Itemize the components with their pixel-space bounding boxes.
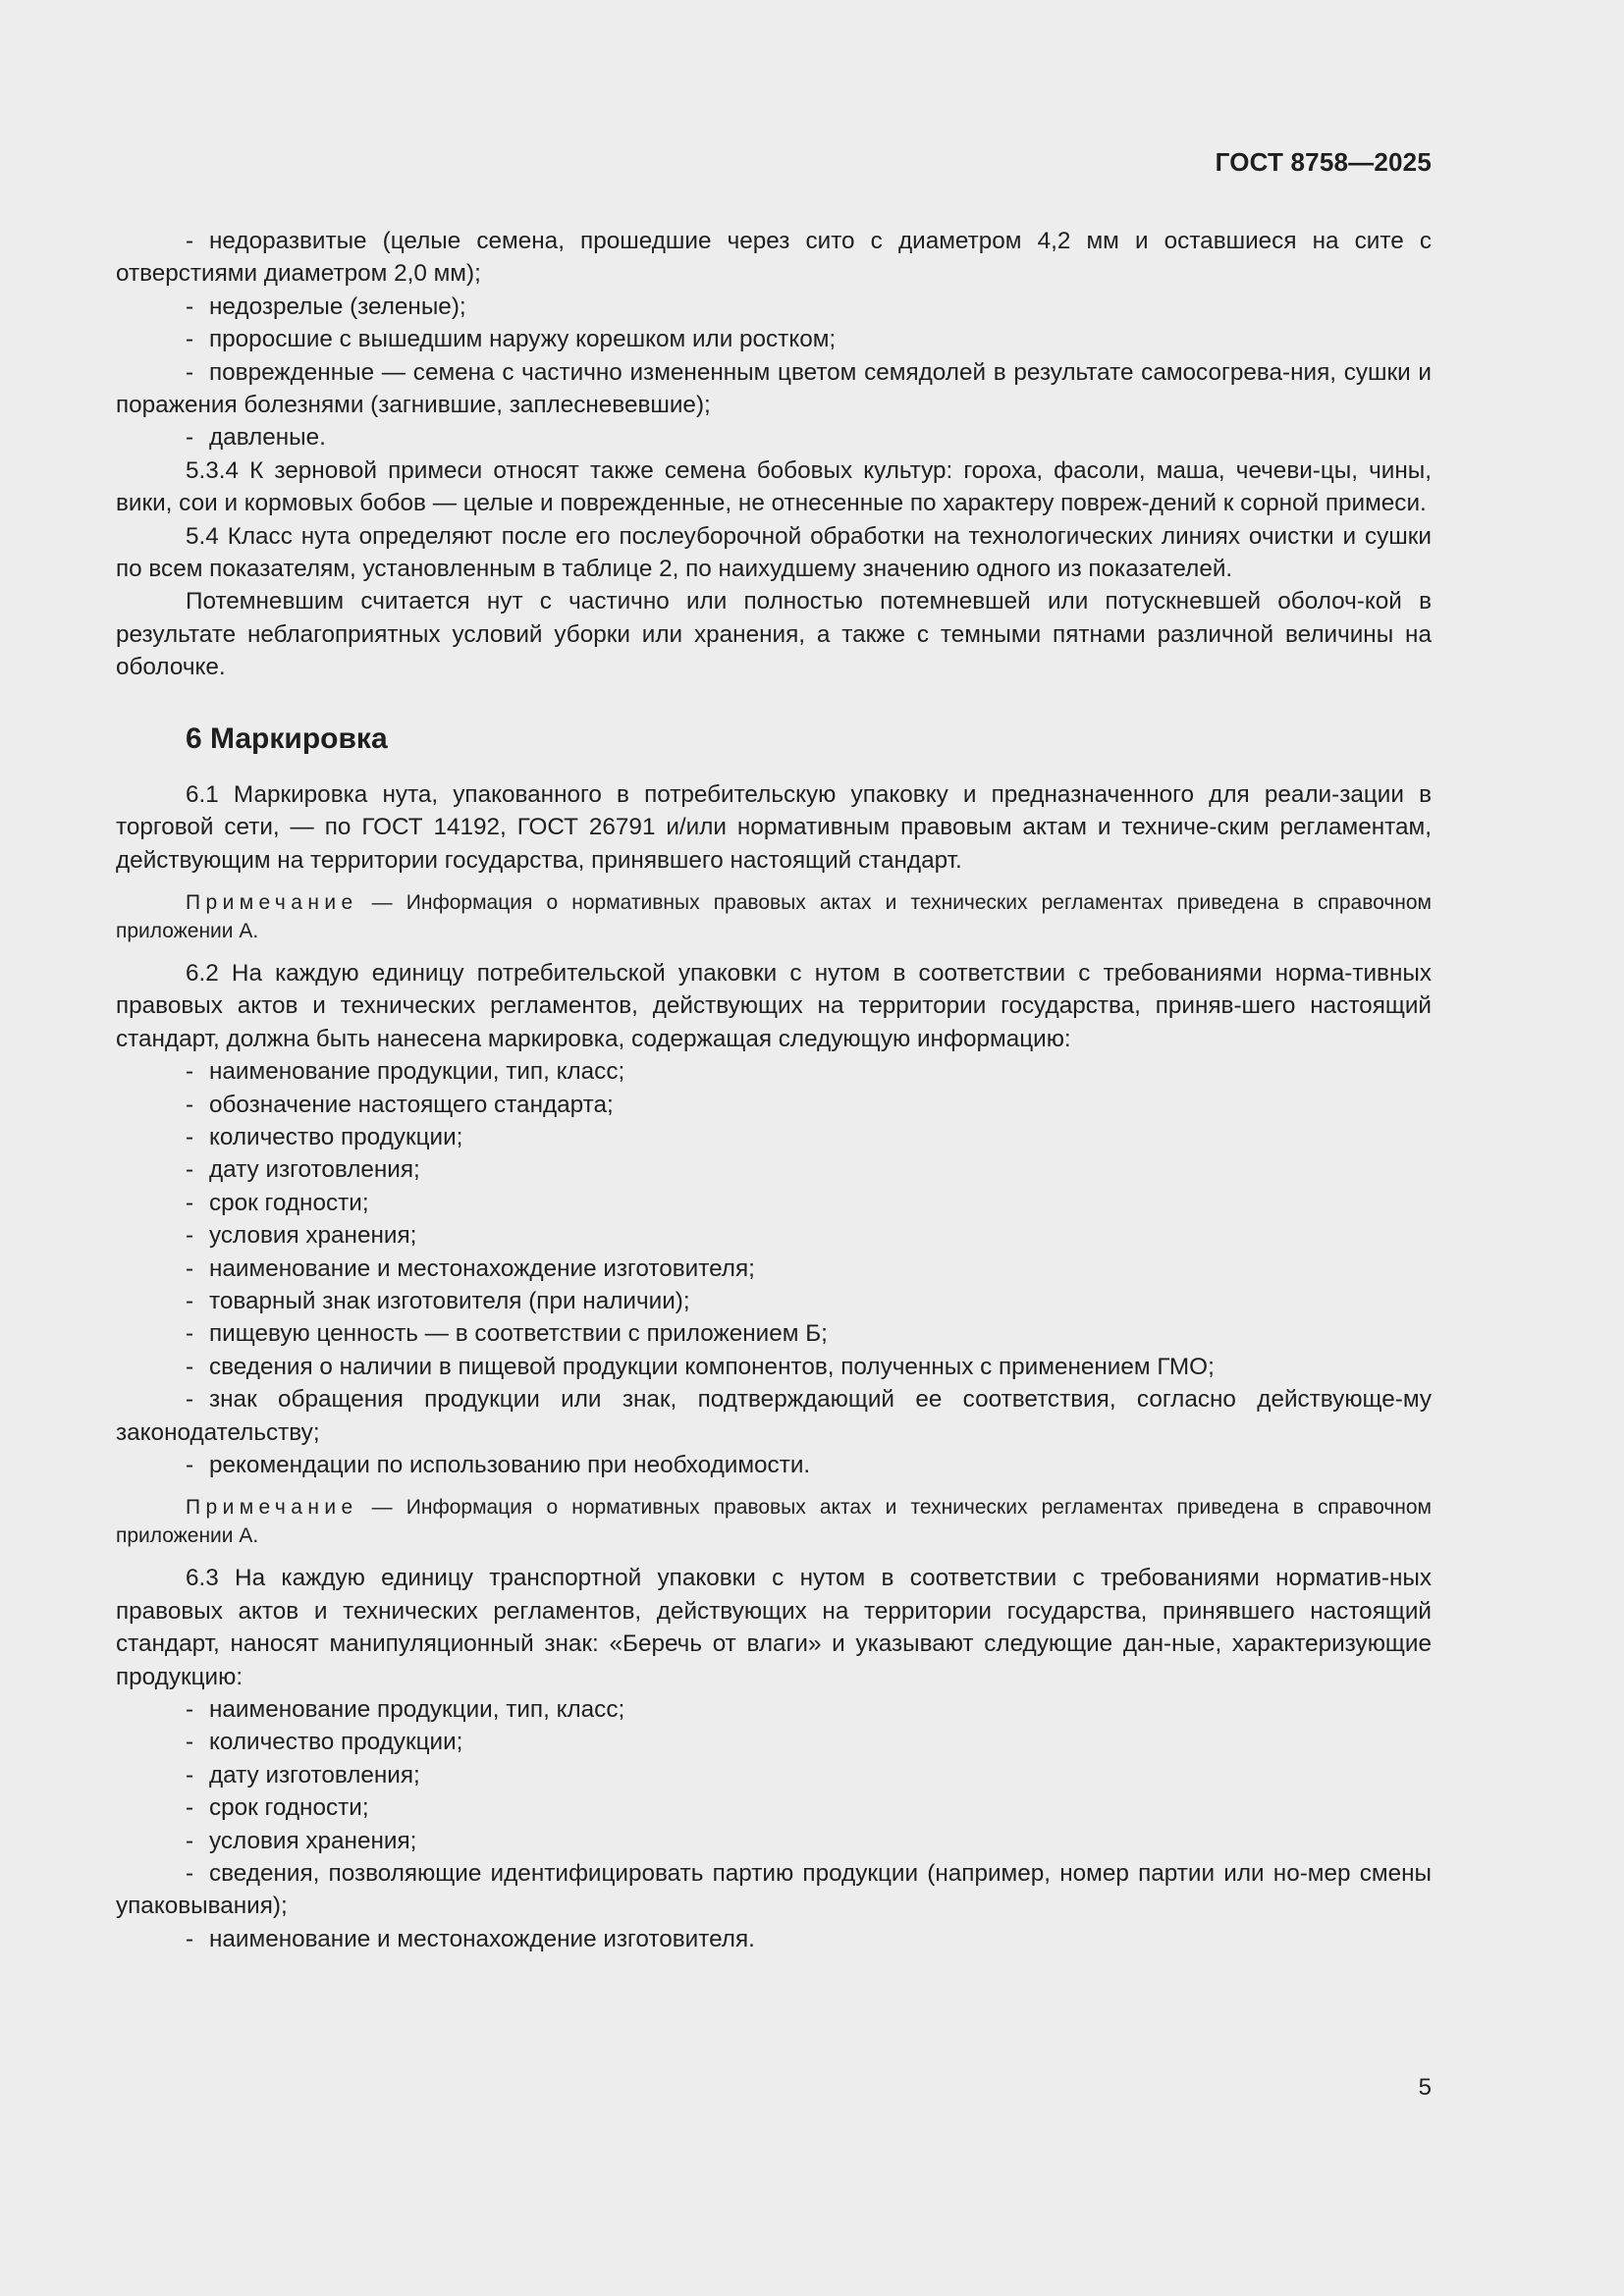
note-text: — Информация о нормативных правовых актах и технических регламентах приведена в справочном приложении А.	[116, 1496, 1432, 1548]
list-item: - наименование и местонахождение изготовителя.	[186, 1925, 755, 1952]
list-6-3	[116, 1693, 1432, 1955]
document-body	[116, 225, 1432, 1955]
list-5-3-3	[116, 225, 1432, 454]
list-item: - сведения, позволяющие идентифицировать партию продукции (например, номер партии или но-мер смены упаковывания);	[116, 1860, 1432, 1920]
list-item: - наименование и местонахождение изготовителя;	[186, 1255, 755, 1282]
list-item: - недозрелые (зеленые);	[186, 293, 466, 320]
list-item: - дату изготовления;	[186, 1156, 420, 1184]
list-item: - рекомендации по использованию при необходимости.	[186, 1452, 811, 1478]
list-item: - условия хранения;	[186, 1827, 417, 1854]
list-item: - сведения о наличии в пищевой продукции компонентов, полученных с применением ГМО;	[186, 1353, 1215, 1380]
paragraph-6-1: 6.1 Маркировка нута, упакованного в потребительскую упаковку и предназначенного для реали-зации в торговой сети, — по ГОСТ 14192, ГОСТ 26791 и/или нормативным правовым актам и техниче-ским регламентам, действующим на территории государства, принявшего настоящий стандарт.	[116, 780, 1432, 874]
list-item: - количество продукции;	[186, 1123, 463, 1150]
list-item: - дату изготовления;	[186, 1761, 420, 1789]
document-page	[116, 0, 1432, 2296]
note-label: Примечание	[186, 890, 358, 914]
paragraph-5-4: 5.4 Класс нута определяют после его послеуборочной обработки на технологических линиях очистки и сушки по всем показателям, установленным в таблице 2, по наихудшему значению одного из показателей.	[116, 522, 1432, 583]
note	[116, 888, 1432, 945]
document-header: ГОСТ 8758—2025	[1215, 147, 1432, 177]
list-item: - проросшие с вышедшим наружу корешком или ростком;	[186, 326, 837, 353]
list-item: - обозначение настоящего стандарта;	[186, 1091, 614, 1118]
list-item: - наименование продукции, тип, класс;	[186, 1696, 625, 1724]
note-text: — Информация о нормативных правовых актах и технических регламентах приведена в справочном приложении А.	[116, 890, 1432, 942]
paragraph-6-2: 6.2 На каждую единицу потребительской упаковки с нутом в соответствии с требованиями норма-тивных правовых актов и технических регламентов, действующих на территории государства, приняв-шего настоящий стандарт, должна быть нанесена маркировка, содержащая следующую информацию:	[116, 959, 1432, 1052]
note-label: Примечание	[186, 1496, 358, 1520]
paragraph-6-3: 6.3 На каждую единицу транспортной упаковки с нутом в соответствии с требованиями норматив-ных правовых актов и технических регламентов, действующих на территории государства, принявшего настоящий стандарт, наносят манипуляционный знак: «Беречь от влаги» и указывают следующие дан-ные, характеризующие продукцию:	[116, 1565, 1432, 1690]
list-item: - поврежденные — семена с частично измененным цветом семядолей в результате самосогрева-ния, сушки и поражения болезнями (загнившие, заплесневевшие);	[116, 358, 1432, 419]
list-item: - пищевую ценность — в соответствии с приложением Б;	[186, 1320, 828, 1348]
note	[116, 1493, 1432, 1550]
list-item: - срок годности;	[186, 1189, 369, 1216]
list-item: - условия хранения;	[186, 1222, 417, 1250]
paragraph-5-3-4: 5.3.4 К зерновой примеси относят также семена бобовых культур: гороха, фасоли, маша, чечеви-цы, чины, вики, сои и кормовых бобов — целые и поврежденные, не отнесенные по характеру повреж-дений к сорной примеси.	[116, 456, 1432, 517]
list-item: - количество продукции;	[186, 1729, 463, 1756]
section-title: 6 Маркировка	[186, 721, 388, 755]
list-item: - недоразвитые (целые семена, прошедшие через сито с диаметром 4,2 мм и оставшиеся на сите с отверстиями диаметром 2,0 мм);	[116, 228, 1432, 288]
list-item: - давленые.	[186, 424, 326, 452]
list-6-2	[116, 1055, 1432, 1481]
list-item: - товарный знак изготовителя (при наличии);	[186, 1287, 690, 1314]
list-item: - знак обращения продукции или знак, подтверждающий ее соответствия, согласно действующе-му законодательству;	[116, 1386, 1432, 1446]
list-item: - срок годности;	[186, 1794, 369, 1822]
paragraph-darkened: Потемневшим считается нут с частично или полностью потемневшей или потускневшей оболоч-кой в результате неблагоприятных условий уборки или хранения, а также с темными пятнами различной величины на оболочке.	[116, 588, 1432, 681]
list-item: - наименование продукции, тип, класс;	[186, 1058, 625, 1086]
page-number: 5	[1418, 2074, 1432, 2101]
